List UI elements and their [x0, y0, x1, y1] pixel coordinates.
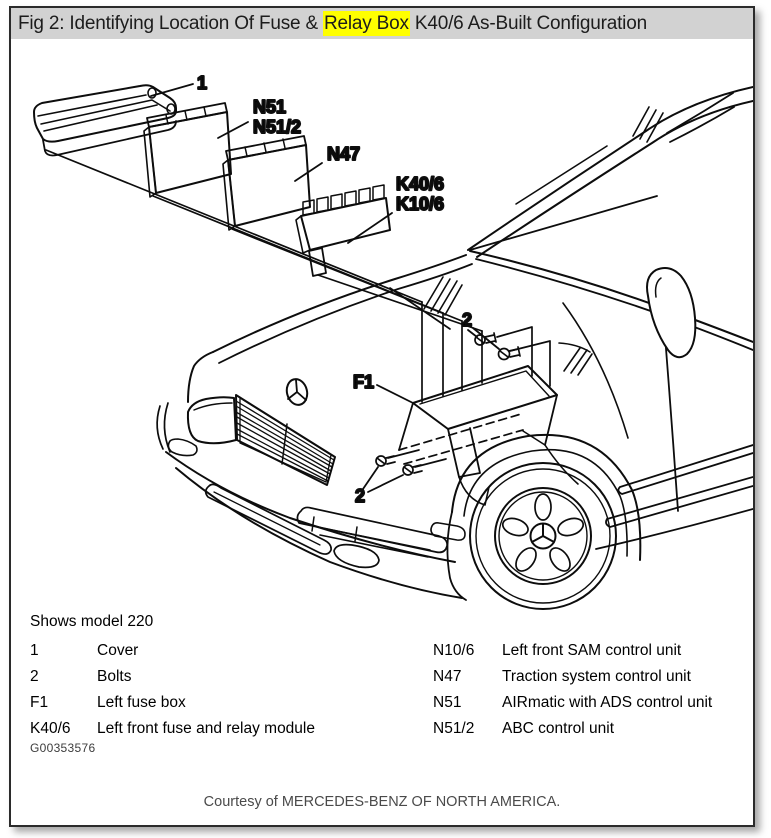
legend-code: N47 [433, 668, 462, 685]
legend-desc: AIRmatic with ADS control unit [502, 694, 713, 711]
legend-desc: Left fuse box [97, 694, 186, 711]
callout-cover-number: 1 [197, 73, 208, 93]
title-suffix: K40/6 As-Built Configuration [409, 13, 647, 34]
legend-code: F1 [30, 694, 49, 711]
cowl-vent-hatches [424, 107, 663, 375]
legend-row [433, 690, 712, 716]
control-unit-n47 [223, 136, 310, 230]
callout-n51: N51 [253, 97, 287, 117]
legend-code: N10/6 [433, 642, 475, 659]
legend-desc: Bolts [97, 668, 132, 685]
callout-bolts-top: 2 [462, 310, 473, 330]
mounting-bolts [376, 333, 520, 475]
fuse-relay-location-diagram [11, 39, 753, 613]
legend-note: Shows model 220 [30, 613, 154, 630]
figure-panel [9, 6, 755, 827]
front-grille [236, 377, 335, 485]
legend-right-column [433, 638, 712, 742]
legend-desc: Left front fuse and relay module [97, 720, 315, 737]
legend-code: K40/6 [30, 720, 71, 737]
legend-desc: Traction system control unit [502, 668, 691, 685]
callout-n51-2: N51/2 [253, 117, 302, 137]
legend-code: N51/2 [433, 720, 475, 737]
callout-n47: N47 [327, 144, 361, 164]
control-unit-n51 [144, 103, 231, 197]
title-highlight: Relay Box [324, 13, 409, 34]
legend-row [433, 638, 712, 664]
callout-leaders [151, 84, 499, 492]
figure-id: G00353576 [30, 741, 96, 755]
mercedes-star-hood [284, 377, 310, 407]
bolt-top-2 [499, 347, 521, 360]
front-wheel [447, 435, 640, 609]
legend-code: N51 [433, 694, 462, 711]
legend-row [30, 716, 315, 742]
legend-row [433, 664, 712, 690]
courtesy-line: Courtesy of MERCEDES-BENZ OF NORTH AMERICA. [203, 794, 561, 810]
legend-desc: Cover [97, 642, 139, 659]
figure-title-bar [11, 8, 753, 39]
legend-row [30, 664, 315, 690]
side-mirror [647, 268, 695, 357]
callout-f1: F1 [353, 372, 375, 392]
legend-row [30, 638, 315, 664]
legend-row [30, 690, 315, 716]
callout-k10-6: K10/6 [396, 194, 445, 214]
legend-left-column [30, 638, 315, 742]
callout-k40-6: K40/6 [396, 174, 445, 194]
legend-code: 1 [30, 642, 39, 659]
projection-lines [46, 150, 550, 467]
title-prefix: Fig 2: Identifying Location Of Fuse & [18, 13, 324, 34]
legend-desc: Left front SAM control unit [502, 642, 682, 659]
legend-code: 2 [30, 668, 39, 685]
headlight [157, 397, 236, 455]
callout-bolts-bottom: 2 [355, 486, 366, 506]
legend-row [433, 716, 712, 742]
legend-desc: ABC control unit [502, 720, 614, 737]
